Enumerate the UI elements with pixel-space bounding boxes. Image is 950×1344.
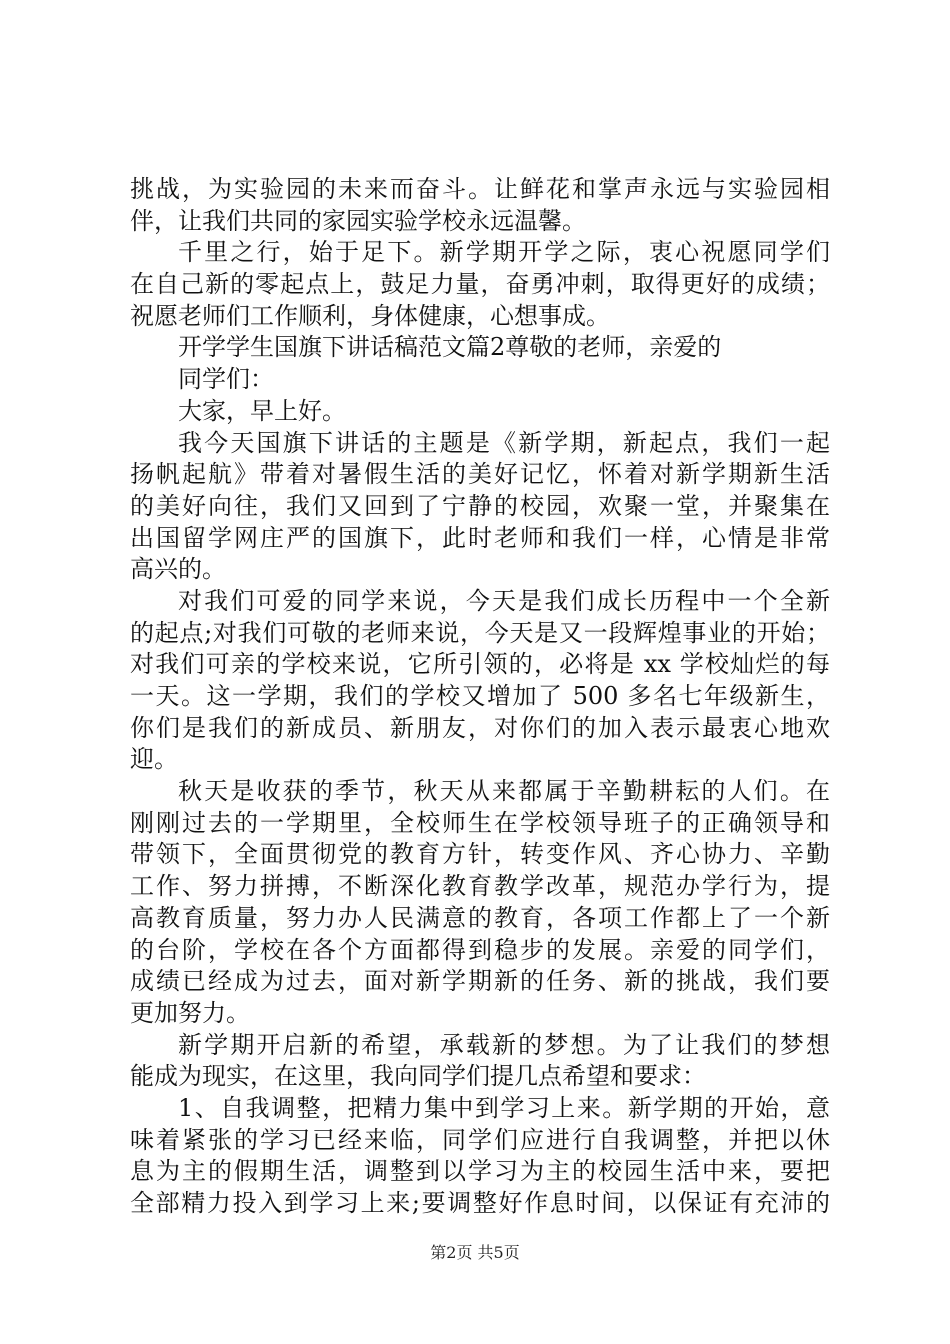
text-line: 大家，早上好。 xyxy=(178,396,346,425)
text-line: 的起点;对我们可敬的老师来说，今天是又一段辉煌事业的开始； xyxy=(130,618,830,647)
text-line: 高兴的。 xyxy=(130,555,226,584)
text-line: 同学们： xyxy=(178,365,274,394)
text-line: 在自己新的零起点上，鼓足力量，奋勇冲刺，取得更好的成绩； xyxy=(130,270,830,299)
text-line: 对我们可爱的同学来说，今天是我们成长历程中一个全新 xyxy=(178,586,830,615)
text-line: 我今天国旗下讲话的主题是《新学期，新起点，我们一起 xyxy=(178,428,830,457)
text-line: 的美好向往，我们又回到了宁静的校园，欢聚一堂，并聚集在 xyxy=(130,491,830,520)
text-line: 工作、努力拼搏，不断深化教育教学改革，规范办学行为，提 xyxy=(130,872,830,901)
text-line: 能成为现实，在这里，我向同学们提几点希望和要求： xyxy=(130,1062,706,1091)
text-line: 扬帆起航》带着对暑假生活的美好记忆，怀着对新学期新生活 xyxy=(130,460,830,489)
page-footer: 第2页 共5页 xyxy=(430,1243,520,1262)
text-line: 挑战，为实验园的未来而奋斗。让鲜花和掌声永远与实验园相 xyxy=(130,175,830,203)
text-line: 你们是我们的新成员、新朋友，对你们的加入表示最衷心地欢 xyxy=(130,713,830,742)
text-line: 的台阶，学校在各个方面都得到稳步的发展。亲爱的同学们， xyxy=(130,935,830,964)
text-line: 出国留学网庄严的国旗下，此时老师和我们一样，心情是非常 xyxy=(130,523,830,552)
text-line: 高教育质量，努力办人民满意的教育，各项工作都上了一个新 xyxy=(130,903,830,932)
text-line: 对我们可亲的学校来说，它所引领的，必将是 xx 学校灿烂的每 xyxy=(130,650,830,679)
text-line: 全部精力投入到学习上来;要调整好作息时间，以保证有充沛的 xyxy=(130,1189,830,1217)
text-line: 更加努力。 xyxy=(130,998,250,1027)
text-line: 1、自我调整，把精力集中到学习上来。新学期的开始，意 xyxy=(178,1093,830,1122)
text-line: 一天。这一学期，我们的学校又增加了 500 多名七年级新生， xyxy=(130,682,830,710)
text-line: 味着紧张的学习已经来临，同学们应进行自我调整，并把以休 xyxy=(130,1125,830,1154)
text-line: 迎。 xyxy=(130,745,178,774)
text-line: 成绩已经成为过去，面对新学期新的任务、新的挑战，我们要 xyxy=(130,967,830,996)
text-line: 带领下，全面贯彻党的教育方针，转变作风、齐心协力、辛勤 xyxy=(130,840,830,869)
text-line: 祝愿老师们工作顺利，身体健康，心想事成。 xyxy=(130,301,610,330)
text-line: 伴，让我们共同的家园实验学校永远温馨。 xyxy=(130,206,586,235)
text-line: 开学学生国旗下讲话稿范文篇2尊敬的老师，亲爱的 xyxy=(178,333,722,362)
text-line: 息为主的假期生活，调整到以学习为主的校园生活中来，要把 xyxy=(130,1157,830,1186)
text-line: 千里之行，始于足下。新学期开学之际，衷心祝愿同学们 xyxy=(178,238,830,267)
document-body xyxy=(130,174,830,1220)
text-line: 刚刚过去的一学期里，全校师生在学校领导班子的正确领导和 xyxy=(130,808,830,837)
text-line: 秋天是收获的季节，秋天从来都属于辛勤耕耘的人们。在 xyxy=(178,777,830,806)
text-line: 新学期开启新的希望，承载新的梦想。为了让我们的梦想 xyxy=(178,1030,830,1059)
